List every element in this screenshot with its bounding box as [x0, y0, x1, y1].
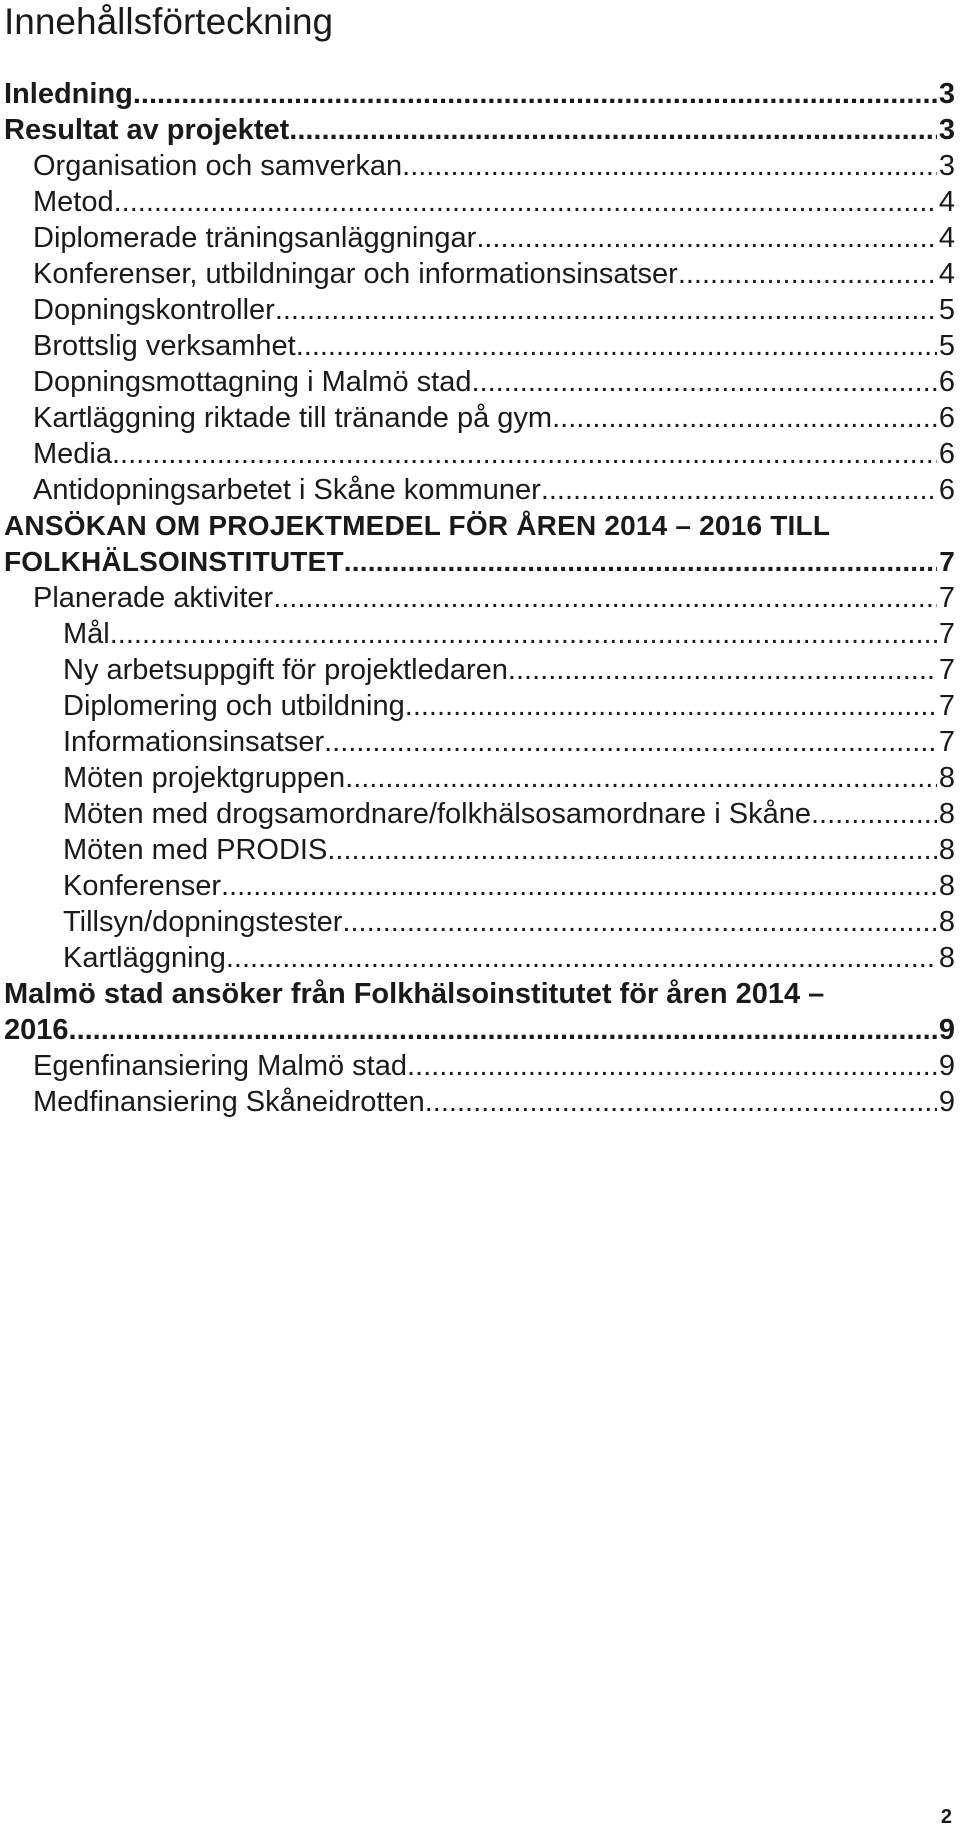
toc-entry-label: Möten projektgruppen	[63, 762, 346, 794]
toc-entry-page: 8	[938, 798, 955, 830]
toc-leader	[133, 76, 937, 112]
toc-entry[interactable]	[0, 796, 955, 832]
toc-entry-page: 5	[938, 294, 955, 326]
toc-leader	[345, 760, 937, 796]
toc-entry-page: 3	[938, 150, 955, 182]
toc-entry[interactable]	[0, 904, 955, 940]
toc-entry-label: Medfinansiering Skåneidrotten	[33, 1086, 425, 1118]
toc-entry-page: 6	[938, 402, 955, 434]
toc-leader	[405, 688, 937, 724]
toc-entry-page: 8	[938, 942, 955, 974]
toc-entry[interactable]	[0, 616, 955, 652]
toc-entry[interactable]	[0, 1048, 955, 1084]
toc-entry[interactable]	[0, 1084, 955, 1120]
toc-leader	[273, 580, 937, 616]
toc-leader	[112, 436, 937, 472]
toc-leader	[541, 472, 937, 508]
toc-entry-page: 4	[938, 186, 955, 218]
toc-leader	[471, 364, 936, 400]
toc-entry[interactable]	[0, 832, 955, 868]
toc-entry[interactable]	[0, 724, 955, 760]
toc-entry[interactable]	[0, 112, 955, 148]
toc-entry-page: 9	[938, 1014, 955, 1046]
toc-entry-label: Inledning	[4, 78, 133, 110]
toc-entry-label: Dopningskontroller	[33, 294, 275, 326]
toc-entry-page: 7	[938, 690, 955, 722]
toc-entry-label: Mål	[63, 618, 110, 650]
toc-entry[interactable]	[0, 688, 955, 724]
table-of-contents	[0, 76, 960, 1120]
toc-entry-label: 2016	[4, 1014, 69, 1046]
toc-leader	[69, 1012, 937, 1048]
toc-entry-label: Planerade aktiviter	[33, 582, 274, 614]
toc-entry[interactable]	[0, 580, 955, 616]
toc-entry[interactable]	[0, 652, 955, 688]
toc-entry-page: 6	[938, 438, 955, 470]
toc-entry-page: 7	[938, 726, 955, 758]
toc-entry[interactable]	[0, 292, 955, 328]
toc-leader	[342, 904, 936, 940]
toc-leader	[226, 940, 937, 976]
toc-entry-label: Organisation och samverkan	[33, 150, 403, 182]
toc-entry-label: Dopningsmottagning i Malmö stad	[33, 366, 472, 398]
toc-entry-label: Diplomerade träningsanläggningar	[33, 222, 477, 254]
toc-leader	[110, 616, 937, 652]
toc-entry-page: 9	[938, 1050, 955, 1082]
toc-entry-label: Kartläggning	[63, 942, 226, 974]
toc-entry-label: Konferenser	[63, 870, 221, 902]
toc-entry-label: Resultat av projektet	[4, 114, 290, 146]
toc-leader	[296, 328, 937, 364]
toc-leader	[324, 724, 937, 760]
toc-entry-label: ANSÖKAN OM PROJEKTMEDEL FÖR ÅREN 2014 – 2016 TILL	[4, 510, 831, 541]
toc-leader	[344, 544, 937, 580]
toc-entry-page: 7	[938, 654, 955, 686]
toc-entry-label: Diplomering och utbildning	[63, 690, 405, 722]
toc-entry[interactable]	[0, 868, 955, 904]
toc-leader	[811, 796, 937, 832]
toc-entry[interactable]	[0, 148, 955, 184]
toc-entry-label: Brottslig verksamhet	[33, 330, 296, 362]
toc-leader	[221, 868, 937, 904]
toc-leader	[678, 256, 937, 292]
toc-entry-label: Konferenser, utbildningar och informationsinsatser	[33, 258, 678, 290]
toc-leader	[275, 292, 937, 328]
toc-entry[interactable]	[0, 364, 955, 400]
toc-entry-page: 9	[938, 1086, 955, 1118]
toc-entry-page: 7	[938, 582, 955, 614]
toc-leader	[425, 1084, 937, 1120]
toc-entry-label: Antidopningsarbetet i Skåne kommuner	[33, 474, 541, 506]
toc-leader	[327, 832, 937, 868]
toc-entry-label: Tillsyn/dopningstester	[63, 906, 343, 938]
toc-entry[interactable]	[0, 328, 955, 364]
toc-entry[interactable]	[0, 400, 955, 436]
toc-leader	[552, 400, 937, 436]
toc-leader	[114, 184, 937, 220]
toc-entry[interactable]	[0, 760, 955, 796]
toc-entry-page: 4	[938, 222, 955, 254]
toc-leader	[402, 148, 937, 184]
toc-entry-page: 4	[938, 258, 955, 290]
toc-entry-label: Media	[33, 438, 112, 470]
toc-entry-page: 6	[938, 474, 955, 506]
toc-entry-page: 8	[938, 834, 955, 866]
toc-entry[interactable]	[0, 184, 955, 220]
toc-entry[interactable]	[0, 976, 955, 1048]
toc-entry-page: 8	[938, 762, 955, 794]
toc-entry-page: 7	[939, 546, 955, 577]
toc-entry-page: 3	[938, 78, 955, 110]
toc-entry-label: Kartläggning riktade till tränande på gym	[33, 402, 553, 434]
toc-entry-page: 6	[938, 366, 955, 398]
toc-entry-label: Egenfinansiering Malmö stad	[33, 1050, 407, 1082]
toc-leader	[476, 220, 937, 256]
toc-leader	[508, 652, 937, 688]
toc-entry-line2	[4, 544, 955, 580]
toc-entry-label: Möten med PRODIS	[63, 834, 328, 866]
toc-entry-label: Ny arbetsuppgift för projektledaren	[63, 654, 508, 686]
toc-title: Innehållsförteckning	[4, 1, 334, 42]
toc-entry-page: 8	[938, 870, 955, 902]
toc-entry[interactable]	[0, 508, 955, 580]
toc-entry-label: FOLKHÄLSOINSTITUTET	[4, 546, 344, 577]
page-number: 2	[940, 1806, 952, 1828]
toc-entry[interactable]	[0, 472, 955, 508]
toc-entry-page: 7	[938, 618, 955, 650]
toc-entry-page: 8	[938, 906, 955, 938]
toc-entry-page: 5	[938, 330, 955, 362]
toc-entry[interactable]	[0, 940, 955, 976]
toc-entry[interactable]	[0, 436, 955, 472]
toc-entry[interactable]	[0, 220, 955, 256]
toc-entry-page: 3	[938, 114, 955, 146]
toc-leader	[289, 112, 937, 148]
toc-entry[interactable]	[0, 76, 955, 112]
toc-entry-label: Metod	[33, 186, 114, 218]
toc-entry-label: Malmö stad ansöker från Folkhälsoinstitutet för åren 2014 –	[4, 978, 825, 1010]
toc-entry-label: Informationsinsatser	[63, 726, 325, 758]
toc-entry[interactable]	[0, 256, 955, 292]
toc-entry-line2	[4, 1012, 955, 1048]
toc-entry-label: Möten med drogsamordnare/folkhälsosamordnare i Skåne	[63, 798, 811, 830]
toc-leader	[407, 1048, 937, 1084]
